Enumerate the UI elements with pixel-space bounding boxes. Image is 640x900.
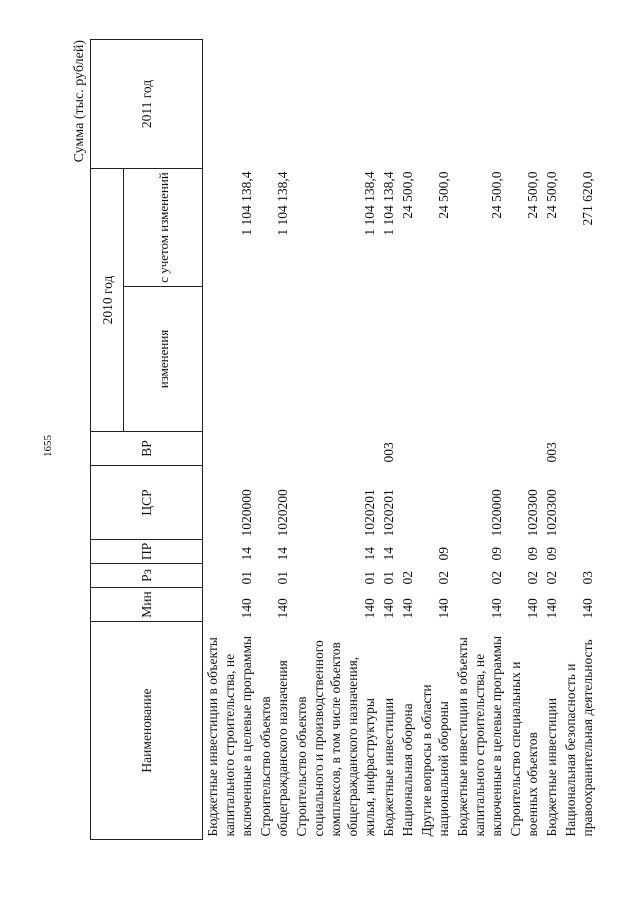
cell-changes xyxy=(398,287,417,432)
cell-changes xyxy=(453,287,506,432)
cell-rz: 02 xyxy=(489,571,504,585)
budget-table xyxy=(90,39,597,840)
table-row xyxy=(379,40,398,840)
unit-label: Сумма (тыс. рублей) xyxy=(72,40,87,163)
cell-2011 xyxy=(417,40,453,169)
table-row xyxy=(542,40,561,840)
cell-csr: 1020201 xyxy=(362,489,377,537)
cell-pr xyxy=(398,540,417,564)
cell-vr xyxy=(453,432,506,466)
table-row xyxy=(453,40,506,840)
cell-vr xyxy=(561,432,597,466)
cell-name: Строительство объектов социального и производственного комплексов, в том числе объектов общегражданского назначения, жилья, инфраструктуры xyxy=(294,640,377,837)
cell-vr: 003 xyxy=(381,442,396,463)
table-row xyxy=(398,40,417,840)
cell-2011 xyxy=(506,40,542,169)
cell-min: 140 xyxy=(436,598,451,619)
cell-2011 xyxy=(453,40,506,169)
cell-rz: 01 xyxy=(381,571,396,585)
cell-csr xyxy=(398,466,417,540)
cell-name: Другие вопросы в области национальной обороны xyxy=(419,684,451,837)
header-min: Мин xyxy=(91,588,203,622)
cell-pr: 14 xyxy=(275,547,290,561)
cell-changes xyxy=(561,287,597,432)
cell-with-changes: 1 104 138,4 xyxy=(381,171,396,236)
rotated-page-content xyxy=(72,40,600,840)
cell-changes xyxy=(203,287,257,432)
cell-min: 140 xyxy=(381,598,396,619)
cell-name: Бюджетные инвестиции xyxy=(544,697,559,837)
cell-with-changes: 271 620,0 xyxy=(580,171,595,226)
cell-name: Национальная оборона xyxy=(400,703,415,837)
cell-2011 xyxy=(256,40,292,169)
cell-with-changes: 24 500,0 xyxy=(544,171,559,219)
cell-2011 xyxy=(398,40,417,169)
cell-csr: 1020200 xyxy=(275,489,290,537)
cell-min: 140 xyxy=(400,598,415,619)
cell-min: 140 xyxy=(525,598,540,619)
header-vr: ВР xyxy=(91,432,203,466)
cell-pr: 14 xyxy=(362,547,377,561)
cell-vr xyxy=(292,432,379,466)
cell-rz: 01 xyxy=(362,571,377,585)
cell-vr: 003 xyxy=(544,442,559,463)
cell-name: Бюджетные инвестиции в объекты капитального строительства, не включенные в целевые программы xyxy=(205,635,254,837)
cell-2011 xyxy=(542,40,561,169)
cell-vr xyxy=(417,432,453,466)
cell-rz: 02 xyxy=(525,571,540,585)
table-row xyxy=(506,40,542,840)
cell-2011 xyxy=(292,40,379,169)
cell-csr xyxy=(561,466,597,540)
cell-2011 xyxy=(379,40,398,169)
table-row xyxy=(292,40,379,840)
page-number: 1655 xyxy=(42,435,54,457)
cell-with-changes: 24 500,0 xyxy=(525,171,540,219)
cell-name: Строительство объектов общегражданского назначения xyxy=(258,660,290,837)
cell-csr: 1020201 xyxy=(381,489,396,537)
cell-pr: 09 xyxy=(436,547,451,561)
cell-with-changes: 24 500,0 xyxy=(489,171,504,219)
header-name: Наименование xyxy=(91,622,203,840)
cell-min: 140 xyxy=(489,598,504,619)
header-year-2010: 2010 год xyxy=(91,169,124,432)
cell-vr xyxy=(398,432,417,466)
table-header xyxy=(91,40,203,840)
cell-csr: 1020300 xyxy=(544,489,559,537)
table-row xyxy=(417,40,453,840)
cell-csr: 1020000 xyxy=(489,489,504,537)
cell-changes xyxy=(506,287,542,432)
cell-min: 140 xyxy=(362,598,377,619)
cell-rz: 02 xyxy=(544,571,559,585)
cell-vr xyxy=(203,432,257,466)
cell-pr: 14 xyxy=(381,547,396,561)
cell-changes xyxy=(292,287,379,432)
cell-vr xyxy=(506,432,542,466)
cell-min: 140 xyxy=(544,598,559,619)
cell-with-changes: 24 500,0 xyxy=(436,171,451,219)
cell-pr xyxy=(561,540,597,564)
cell-rz: 02 xyxy=(436,571,451,585)
table-body xyxy=(203,40,598,840)
table-row xyxy=(561,40,597,840)
cell-vr xyxy=(256,432,292,466)
cell-rz: 03 xyxy=(580,571,595,585)
cell-min: 140 xyxy=(580,598,595,619)
cell-rz: 02 xyxy=(400,571,415,585)
cell-rz: 01 xyxy=(275,571,290,585)
cell-csr: 1020000 xyxy=(239,489,254,537)
cell-pr: 09 xyxy=(544,547,559,561)
header-pr: ПР xyxy=(91,540,203,564)
cell-changes xyxy=(379,287,398,432)
cell-2011 xyxy=(203,40,257,169)
cell-min: 140 xyxy=(239,598,254,619)
cell-changes xyxy=(417,287,453,432)
cell-with-changes: 1 104 138,4 xyxy=(362,171,377,236)
header-changes: изменения xyxy=(124,287,203,432)
cell-name: Бюджетные инвестиции xyxy=(381,697,396,837)
cell-name: Национальная безопасность и правоохранительная деятельность xyxy=(563,639,595,837)
cell-name: Строительство специальных и военных объектов xyxy=(508,661,540,837)
cell-2011 xyxy=(561,40,597,169)
header-csr: ЦСР xyxy=(91,466,203,540)
cell-min: 140 xyxy=(275,598,290,619)
table-row xyxy=(256,40,292,840)
cell-with-changes: 1 104 138,4 xyxy=(275,171,290,236)
header-year-2011: 2011 год xyxy=(91,40,203,169)
cell-pr: 14 xyxy=(239,547,254,561)
cell-csr: 1020300 xyxy=(525,489,540,537)
cell-changes xyxy=(256,287,292,432)
header-with-changes: с учетом изменений xyxy=(124,169,203,287)
header-rz: Рз xyxy=(91,564,203,588)
cell-name: Бюджетные инвестиции в объекты капитального строительства, не включенные в целевые программы xyxy=(455,635,504,837)
cell-csr xyxy=(417,466,453,540)
cell-with-changes: 24 500,0 xyxy=(400,171,415,219)
cell-pr: 09 xyxy=(525,547,540,561)
table-row xyxy=(203,40,257,840)
cell-with-changes: 1 104 138,4 xyxy=(239,171,254,236)
cell-pr: 09 xyxy=(489,547,504,561)
cell-changes xyxy=(542,287,561,432)
cell-rz: 01 xyxy=(239,571,254,585)
